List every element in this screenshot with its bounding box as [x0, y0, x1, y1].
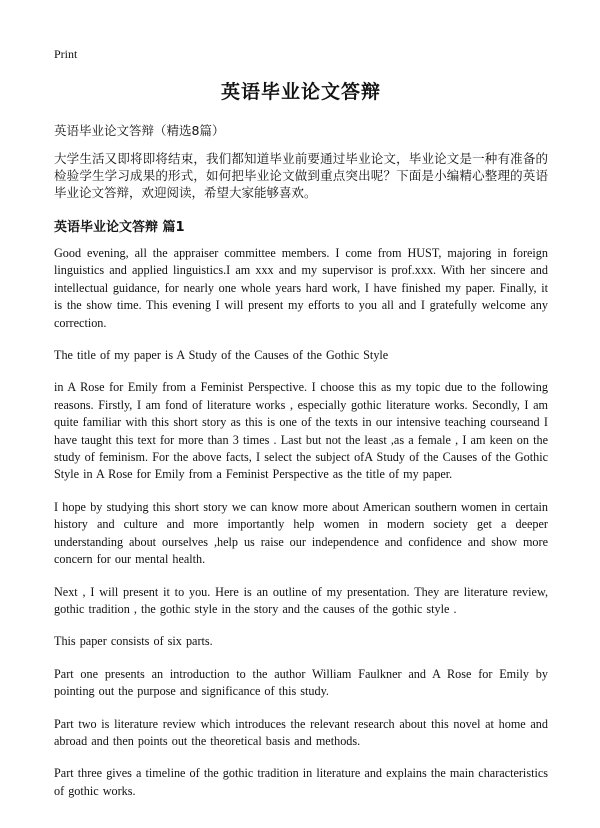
body-paragraph: This paper consists of six parts. — [54, 634, 213, 649]
document-title: 英语毕业论文答辩 — [220, 81, 381, 103]
body-paragraph: Part three gives a timeline of the gothic tradition in literature and explains the main characteristics of gothic works. — [54, 766, 548, 798]
print-link[interactable]: Print — [54, 47, 78, 61]
body-paragraph: Part two is literature review which introduces the relevant research about this novel at home and abroad and then points out the theoretical basis and methods. — [54, 716, 548, 748]
body-paragraph: Part one presents an introduction to the author William Faulkner and A Rose for Emily by pointing out the purpose and significance of this study. — [54, 666, 548, 699]
intro-paragraph: 大学生活又即将即将结束，我们都知道毕业前要通过毕业论文，毕业论文是一种有准备的 检验学生学习成果的形式，如何把毕业论文做到重点突出呢？下面是小编精心整理的英语毕业论文答辩，欢迎阅读，希望大家能够喜欢。 — [54, 151, 548, 200]
document-subtitle: 英语毕业论文答辩（精选8篇） — [54, 123, 225, 138]
body-paragraph: in A Rose for Emily from a Feminist Perspective. I choose this as my topic due to the following reasons. Firstly, I am fond of literature works , especially gothic literature works. Secondly, I am quite familiar with this short story as this is one of the texts in our intensive teaching courseand I have taught this text for more than 3 times . Last but not the least ,as a female , I am keen on the study of feminism. For the above facts, I select the subject ofA Study of the Causes of the Gothic Style in A Rose for Emily from a Feminist Perspective as the title of my paper. — [54, 380, 548, 482]
section-heading: 英语毕业论文答辩 篇1 — [54, 220, 185, 235]
body-paragraph: I hope by studying this short story we can know more about American southern women in certain history and culture and more importantly help women in modern society get a deeper understanding about ourselves ,help us raise our independence and confidence and show more concern for our mental health. — [54, 499, 548, 567]
body-paragraph: The title of my paper is A Study of the Causes of the Gothic Style — [54, 348, 389, 363]
body-paragraph: Next , I will present it to you. Here is an outline of my presentation. They are literature review, gothic tradition , the gothic style in the story and the causes of the gothic style . — [54, 584, 548, 616]
article-body — [54, 245, 548, 815]
body-paragraph: Good evening, all the appraiser committee members. I come from HUST, majoring in foreign linguistics and applied linguistics.I am xxx and my supervisor is prof.xxx. With her sincere and intellectual guidance, for nearly one whole years hard work, I have finished my paper. Finally, it is the show time. This evening I will present my efforts to you all and I gratefully welcome any correction. — [54, 246, 548, 330]
